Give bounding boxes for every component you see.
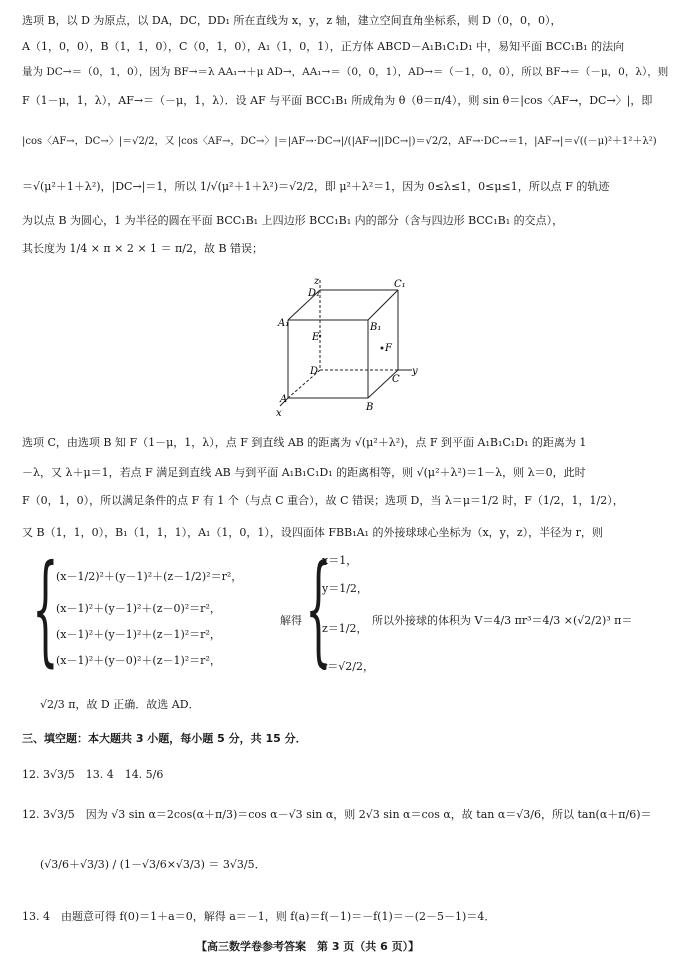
fig-label: B (366, 402, 374, 413)
equation: (x－1/2)²＋(y－1)²＋(z－1/2)²＝r²， (56, 570, 243, 583)
solution: y＝1/2， (322, 582, 368, 595)
point-f (381, 347, 384, 350)
text-line: ＝√(μ²＋1＋λ²)，|DC→|＝1，所以 1/√(μ²＋1＋λ²)＝√2/2，即 μ²＋λ²＝1，因为 0≤λ≤1，0≤μ≤1，所以点 F 的轨迹 (22, 180, 610, 193)
text-line: 又 B（1，1，0），B₁（1，1，1），A₁（1，0，1），设四面体 FBB₁A₁ 的外接球球心坐标为（x，y，z），半径为 r，则 (22, 526, 603, 539)
text-line: 量为 DC→＝（0，1，0），因为 BF→＝λ AA₁→＋μ AD→，AA₁→＝（0，0，1），AD→＝（－1，0，0），所以 BF→＝（－μ，0，λ），则 (22, 66, 669, 78)
text-line: F（0，1，0），所以满足条件的点 F 有 1 个（与点 C 重合），故 C 错误；选项 D，当 λ＝μ＝1/2 时，F（1/2，1，1/2）， (22, 494, 624, 507)
text-line: 选项 C，由选项 B 知 F（1－μ，1，λ），点 F 到直线 AB 的距离为 √(μ²＋λ²)，点 F 到平面 A₁B₁C₁D₁ 的距离为 1 (22, 436, 587, 449)
fig-label: D (310, 366, 319, 377)
text-line: 其长度为 1/4 × π × 2 × 1 ＝ π/2，故 B 错误； (22, 242, 264, 255)
fig-label: C (392, 374, 400, 385)
text-line: |cos〈AF→，DC→〉|＝√2/2，又 |cos〈AF→，DC→〉|＝|AF→·DC→|/(|AF→||DC→|)＝√2/2，AF→·DC→＝1，|AF→|＝√((－μ)²＋1²＋λ²) (22, 136, 657, 147)
fig-label: C₁ (394, 279, 406, 290)
fig-label: z (314, 278, 320, 287)
right-brace: { (305, 540, 332, 679)
equation: (x－1)²＋(y－1)²＋(z－0)²＝r²， (56, 602, 221, 615)
page-footer: 【高三数学卷参考答案 第 3 页（共 6 页）】 (196, 940, 420, 953)
fig-label: x (276, 408, 282, 419)
equation: (x－1)²＋(y－0)²＋(z－1)²＝r²， (56, 654, 221, 667)
left-brace: { (32, 540, 59, 679)
q12-solution-cont: (√3/6＋√3/3) / (1－√3/6×√3/3) ＝ 3√3/5． (40, 858, 266, 871)
fig-label: B₁ (370, 322, 382, 333)
answer-summary: 12. 3√3/5 13. 4 14. 5/6 (22, 768, 164, 781)
text-line: A（1，0，0），B（1，1，0），C（0，1，0），A₁（1，0，1），正方体 ABCD－A₁B₁C₁D₁ 中，易知平面 BCC₁B₁ 的法向 (22, 40, 625, 53)
text-line: F（1－μ，1，λ），AF→＝（－μ，1，λ）．设 AF 与平面 BCC₁B₁ 所成角为 θ（θ＝π/4），则 sin θ＝|cos〈AF→，DC→〉|，即 (22, 94, 653, 107)
solution: r＝√2/2， (322, 660, 374, 673)
text-line: 为以点 B 为圆心，1 为半径的圆在平面 BCC₁B₁ 上四边形 BCC₁B₁ 内的部分（含与四边形 BCC₁B₁ 的交点）， (22, 214, 564, 227)
fig-label: A (280, 394, 288, 405)
text-line: －λ，又 λ＋μ＝1，若点 F 满足到直线 AB 与到平面 A₁B₁C₁D₁ 的距离相等，则 √(μ²＋λ²)＝1－λ，则 λ＝0，此时 (22, 466, 586, 479)
q12-solution: 12. 3√3/5 因为 √3 sin α＝2cos(α＋π/3)＝cos α－√3 sin α，则 2√3 sin α＝cos α，故 tan α＝√3/6，所以 tan(α＋π/6)＝ (22, 808, 652, 821)
fig-label: A₁ (278, 318, 290, 329)
section-heading: 三、填空题：本大题共 3 小题，每小题 5 分，共 15 分． (22, 732, 307, 745)
solve-word: 解得 (280, 614, 302, 627)
volume-text: 所以外接球的体积为 V＝4/3 πr³＝4/3 ×(√2/2)³ π＝ (372, 614, 633, 627)
q13-solution: 13. 4 由题意可得 f(0)＝1＋a＝0，解得 a＝－1，则 f(a)＝f(－1)＝－f(1)＝－(2－5－1)＝4． (22, 910, 496, 923)
fig-label: D₁ (308, 288, 321, 299)
fig-label: F (385, 343, 392, 354)
solution: z＝1/2， (322, 622, 368, 635)
fig-label: y (412, 366, 418, 377)
text-line: 选项 B，以 D 为原点，以 DA，DC，DD₁ 所在直线为 x，y，z 轴，建立空间直角坐标系，则 D（0，0，0）， (22, 14, 562, 27)
cube-figure (270, 278, 430, 423)
solution: x＝1， (322, 554, 358, 567)
text-line: √2/3 π，故 D 正确．故选 AD． (40, 698, 200, 711)
fig-label: E (312, 332, 320, 343)
equation: (x－1)²＋(y－1)²＋(z－1)²＝r²， (56, 628, 221, 641)
